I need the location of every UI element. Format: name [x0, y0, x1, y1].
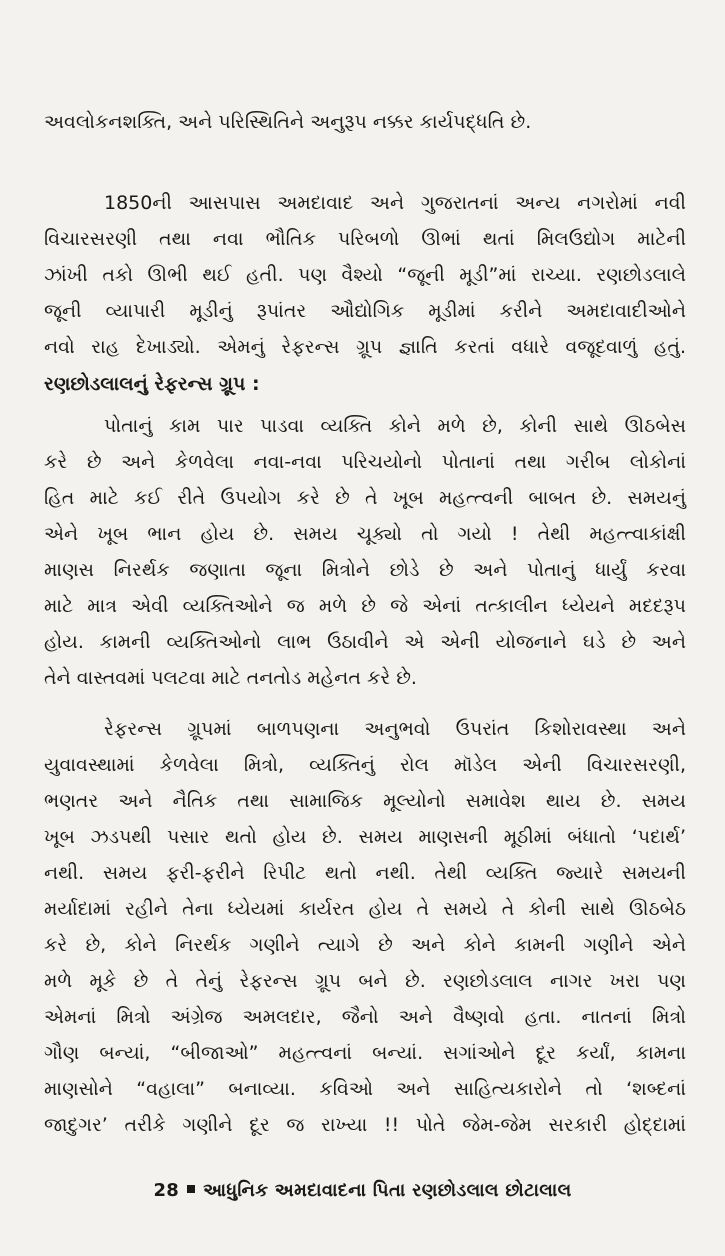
text-line: પોતાનું કામ પાર પાડવા વ્યક્તિ કોને મળે છે, કોની સાથે ઊઠબેસ [104, 415, 686, 437]
page-footer [0, 1180, 725, 1201]
text-line: ખૂબ ઝડપથી પસાર થતો હોય છે. સમય માણસની મૂઠીમાં બંધાતો ‘પદાર્થ’ [44, 826, 686, 848]
text-line: નથી. સમય ફરી-ફરીને રિપીટ થતો નથી. તેથી વ્યક્તિ જ્યારે સમયની [44, 862, 686, 884]
text-line: જૂની વ્યાપારી મૂડીનું રૂપાંતર ઔદ્યોગિક મૂડીમાં કરીને અમદાવાદીઓને [44, 300, 686, 322]
text-line: હિત માટે કઈ રીતે ઉપયોગ કરે છે તે ખૂબ મહત્ત્વની બાબત છે. સમયનું [44, 487, 686, 509]
bullet-icon [187, 1185, 195, 1193]
text-line: કરે છે, કોને નિરર્થક ગણીને ત્યાગે છે અને કોને કામની ગણીને એને [44, 934, 686, 956]
text-line: નવો રાહ દેખાડ્યો. એમનું રેફરન્સ ગ્રૂપ જ્ઞાતિ કરતાં વધારે વજૂદવાળું હતું. [44, 336, 686, 358]
text-line: તેને વાસ્તવમાં પલટવા માટે તનતોડ મહેનત કરે છે. [44, 667, 417, 689]
text-line: ગૌણ બન્યાં, “બીજાઓ” મહત્ત્વનાં બન્યાં. સગાંઓને દૂર કર્યાં, કામના [44, 1042, 686, 1064]
text-line: કરે છે અને કેળવેલા નવા-નવા પરિચયોનો પોતાનાં તથા ગરીબ લોકોનાં [44, 451, 686, 473]
text-line: માણસોને “વહાલા” બનાવ્યા. કવિઓ અને સાહિત્યકારોને તો ‘શબ્દનાં [44, 1078, 686, 1100]
text-line: માણસ નિરર્થક જણાતા જૂના મિત્રોને છોડે છે અને પોતાનું ધાર્યું કરવા [44, 559, 686, 581]
text-line: એમનાં મિત્રો અંગ્રેજ અમલદાર, જૈનો અને વૈષ્ણવો હતા. નાતનાં મિત્રો [44, 1006, 686, 1028]
text-line: યુવાવસ્થામાં કેળવેલા મિત્રો, વ્યક્તિનું રોલ મૉડેલ એની વિચારસરણી, [44, 754, 686, 776]
book-title: આધુનિક અમદાવાદના પિતા રણછોડલાલ છોટાલાલ [203, 1180, 572, 1201]
text-line: મળે મૂકે છે તે તેનું રેફરન્સ ગ્રૂપ બને છે. રણછોડલાલ નાગર ખરા પણ [44, 970, 686, 992]
text-line: ભણતર અને નૈતિક તથા સામાજિક મૂલ્યોનો સમાવેશ થાય છે. સમય [44, 790, 686, 812]
text-line: હોય. કામની વ્યક્તિઓનો લાભ ઉઠાવીને એ એની યોજનાને ઘડે છે અને [44, 631, 686, 653]
text-line: મર્યાદામાં રહીને તેના ધ્યેયમાં કાર્યરત હોય તે સમયે તે કોની સાથે ઊઠબેઠ [44, 898, 686, 920]
text-line: એને ખૂબ ભાન હોય છે. સમય ચૂક્યો તો ગયો ! તેથી મહત્ત્વાકાંક્ષી [44, 523, 686, 545]
text-line: ઝાંખી તકો ઊભી થઈ હતી. પણ વૈશ્યો “જૂની મૂડી”માં રાચ્યા. રણછોડલાલે [44, 264, 686, 286]
text-line: માટે માત્ર એવી વ્યક્તિઓને જ મળે છે જે એનાં તત્કાલીન ધ્યેયને મદદરૂપ [44, 595, 686, 617]
text-line: અવલોકનશક્તિ, અને પરિસ્થિતિને અનુરૂપ નક્કર કાર્યપદ્ધતિ છે. [44, 111, 532, 133]
section-heading: રણછોડલાલનું રેફરન્સ ગ્રૂપ : [44, 373, 260, 395]
text-line: વિચારસરણી તથા નવા ભૌતિક પરિબળો ઊભાં થતાં મિલઉદ્યોગ માટેની [44, 228, 686, 250]
text-line: રેફરન્સ ગ્રૂપમાં બાળપણના અનુભવો ઉપરાંત કિશોરાવસ્થા અને [104, 718, 686, 740]
page-number: 28 [153, 1180, 180, 1201]
text-line: 1850ની આસપાસ અમદાવાદ અને ગુજરાતનાં અન્ય નગરોમાં નવી [104, 192, 686, 214]
text-line: જાદુગર’ તરીકે ગણીને દૂર જ રાખ્યા !! પોતે જેમ-જેમ સરકારી હોદ્દામાં [44, 1114, 686, 1136]
